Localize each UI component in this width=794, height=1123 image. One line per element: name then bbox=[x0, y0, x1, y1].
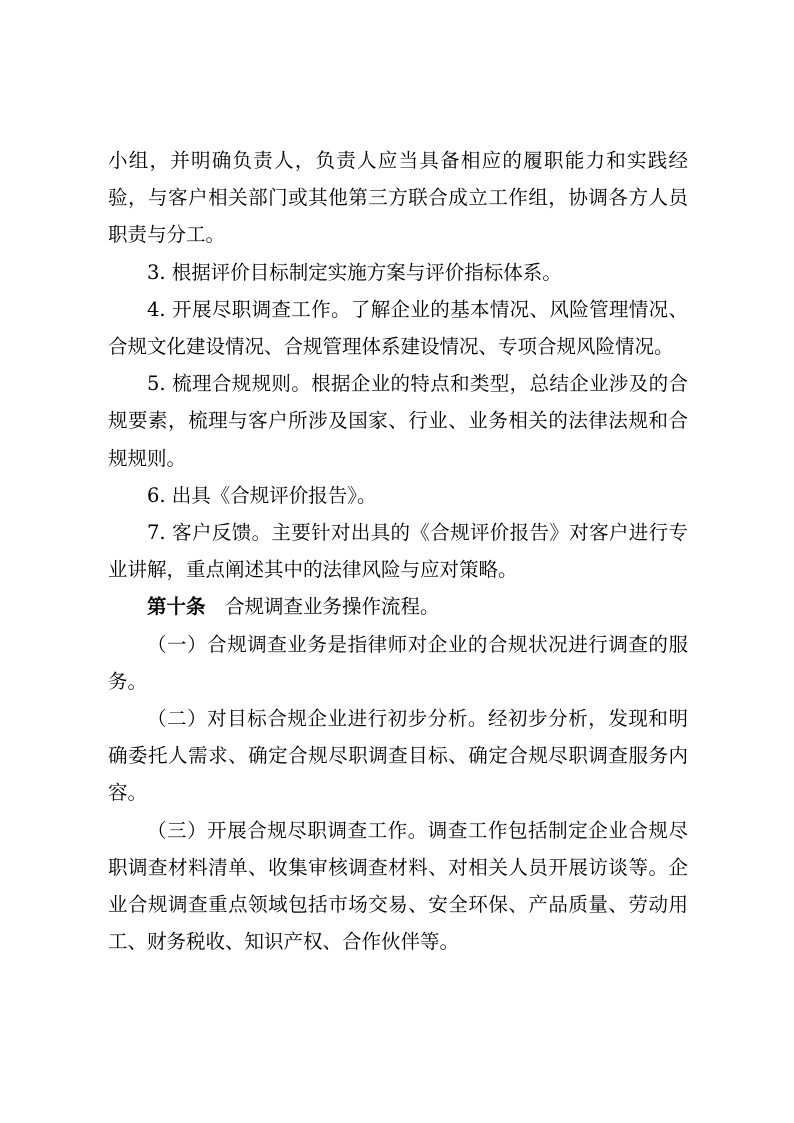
paragraph-clause-1: （一）合规调查业务是指律师对企业的合规状况进行调查的服务。 bbox=[108, 632, 688, 693]
article-10 bbox=[108, 588, 688, 625]
paragraph-clause-2: （二）对目标合规企业进行初步分析。经初步分析，发现和明确委托人需求、确定合规尽职调查目标、确定合规尽职调查服务内容。 bbox=[108, 707, 688, 805]
paragraph-clause-3: （三）开展合规尽职调查工作。调查工作包括制定企业合规尽职调查材料清单、收集审核调查材料、对相关人员开展访谈等。企业合规调查重点领域包括市场交易、安全环保、产品质量、劳动用工、财务税收、知识产权、合作伙伴等。 bbox=[108, 818, 688, 954]
article-title: 合规调查业务操作流程。 bbox=[225, 595, 440, 619]
paragraph-continuation: 小组，并明确负责人，负责人应当具备相应的履职能力和实践经验，与客户相关部门或其他第三方联合成立工作组，协调各方人员职责与分工。 bbox=[108, 149, 688, 247]
paragraph-item-5: 5. 梳理合规规则。根据企业的特点和类型，总结企业涉及的合规要素，梳理与客户所涉及国家、行业、业务相关的法律法规和合规规则。 bbox=[108, 372, 688, 470]
document-page bbox=[108, 142, 688, 960]
paragraph-item-3: 3. 根据评价目标制定实施方案与评价指标体系。 bbox=[147, 260, 562, 284]
paragraph-item-7: 7. 客户反馈。主要针对出具的《合规评价报告》对客户进行专业讲解，重点阐述其中的法律风险与应对策略。 bbox=[108, 521, 688, 582]
paragraph-item-4: 4. 开展尽职调查工作。了解企业的基本情况、风险管理情况、合规文化建设情况、合规管理体系建设情况、专项合规风险情况。 bbox=[108, 297, 688, 359]
paragraph-item-6: 6. 出具《合规评价报告》。 bbox=[147, 483, 377, 507]
article-heading: 第十条 bbox=[147, 595, 206, 619]
article-spacer bbox=[206, 595, 226, 618]
